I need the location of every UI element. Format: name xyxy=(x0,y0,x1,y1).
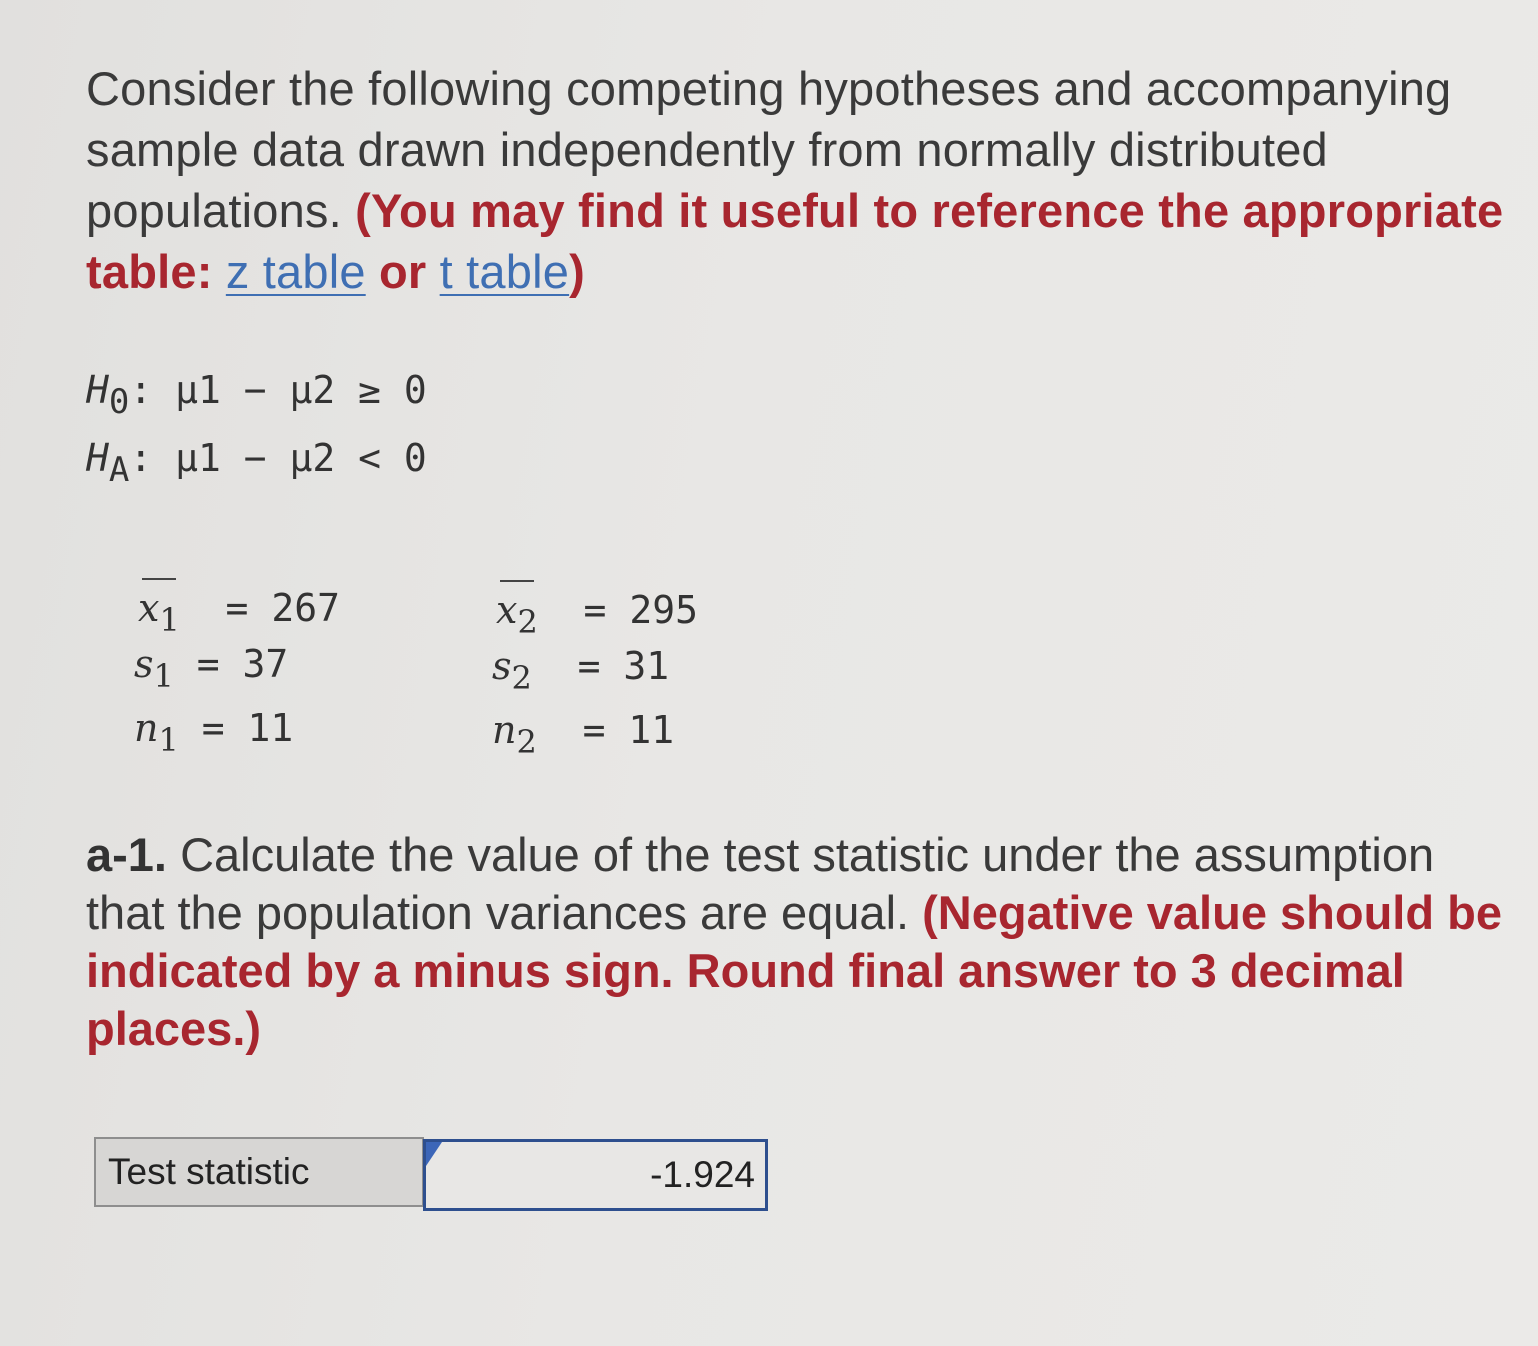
sample1-mean-value: 267 xyxy=(271,586,340,630)
sample2-mean-value: 295 xyxy=(629,588,698,632)
sample2-sd-value: 31 xyxy=(623,644,670,688)
test-statistic-value: -1.924 xyxy=(650,1154,755,1195)
sample1-size: $n_1 = 11$ xyxy=(134,706,294,759)
h0-subscript: 0 xyxy=(108,382,130,422)
sample1-sd-value: 37 xyxy=(242,642,289,686)
sample2-mean: $x_2 = 295$ xyxy=(496,588,698,641)
sample2-size: $n_2 = 11$ xyxy=(492,708,675,761)
ha-subscript: A xyxy=(108,450,130,490)
question-instruction: (Negative value should be indicated by a minus sign. Round final answer to 3 decimal places.) xyxy=(86,886,1502,1055)
null-hypothesis xyxy=(86,368,427,422)
intro-text: Consider the following competing hypotheses and accompanying sample data drawn independently from normally distributed populations. xyxy=(86,62,1452,237)
flag-icon xyxy=(426,1142,442,1166)
answer-table xyxy=(94,1137,768,1207)
sample1-sd: $s_1 = 37$ xyxy=(134,642,289,695)
sample1-size-value: 11 xyxy=(247,706,294,750)
question-label: a-1. xyxy=(86,828,167,881)
t-table-link[interactable]: t table xyxy=(439,245,570,298)
ha-expression: : μ1 − μ2 < 0 xyxy=(129,436,427,480)
problem-intro xyxy=(86,58,1516,302)
sample2-sd: $s_2 = 31$ xyxy=(492,644,670,697)
z-table-link[interactable]: z table xyxy=(225,245,366,298)
test-statistic-label: Test statistic xyxy=(94,1137,424,1207)
note-suffix: ) xyxy=(569,245,585,298)
note-prefix: (You may find it useful to reference the appropriate table: xyxy=(86,184,1504,298)
sample1-mean: $x_1 = 267$ xyxy=(138,586,340,639)
ha-symbol: H xyxy=(86,436,109,480)
test-statistic-input[interactable] xyxy=(423,1139,768,1211)
h0-expression: : μ1 − μ2 ≥ 0 xyxy=(129,368,427,412)
h0-symbol: H xyxy=(86,368,109,412)
sample2-size-value: 11 xyxy=(628,708,675,752)
alternative-hypothesis xyxy=(86,436,427,490)
note-or: or xyxy=(378,245,427,298)
question-text: Calculate the value of the test statistic under the assumption that the population variances are equal. xyxy=(86,828,1435,939)
question-a1 xyxy=(86,826,1506,1058)
